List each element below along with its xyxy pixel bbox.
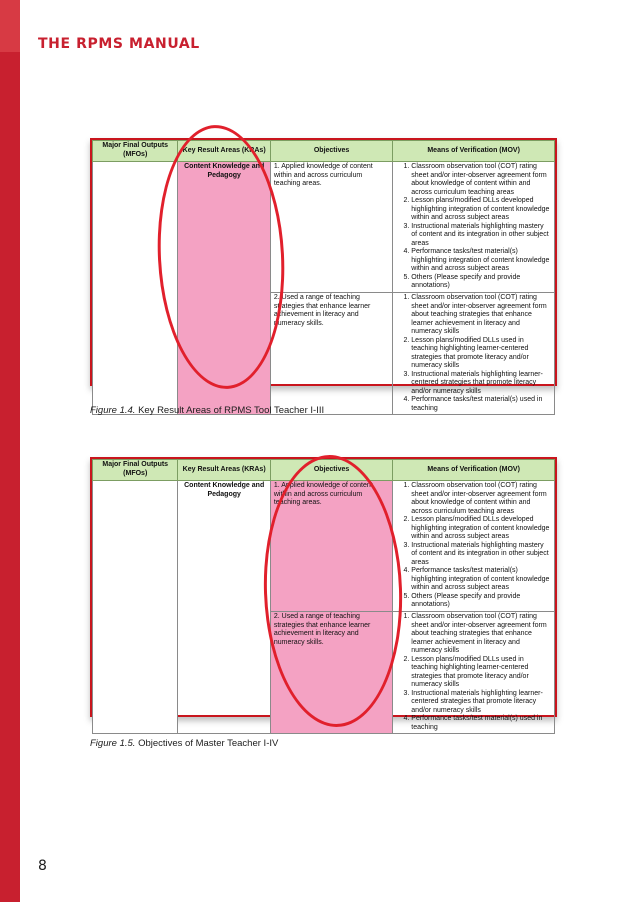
- table-header-row: [93, 460, 555, 481]
- table-row: [93, 162, 555, 293]
- header-mfo: Major Final Outputs (MFOs): [93, 460, 178, 481]
- figure-label: Figure 1.5.: [90, 738, 136, 749]
- rpms-table: [92, 140, 555, 415]
- header-mov: Means of Verification (MOV): [393, 141, 555, 162]
- objective-cell-2: 2. Used a range of teaching strategies that enhance learner achievement in literacy and numeracy skills.: [270, 611, 392, 733]
- header-kra: Key Result Areas (KRAs): [178, 460, 270, 481]
- mov-item: 1. Classroom observation tool (COT) rating sheet and/or inter-observer agreement form about teaching strategies that enhance learner achievement in literacy and numeracy skills: [411, 294, 551, 337]
- mov-item: 5. Others (Please specify and provide annotations): [411, 274, 551, 291]
- mov-item: 2. Lesson plans/modified DLLs developed highlighting integration of content knowledge within and across subject areas: [411, 516, 551, 542]
- mov-item: 2. Lesson plans/modified DLLs used in teaching highlighting learner-centered strategies that promote literacy and/or numeracy skills: [411, 656, 551, 690]
- kra-cell: Content Knowledge and Pedagogy: [178, 481, 270, 734]
- header-objectives: Objectives: [270, 460, 392, 481]
- figure-label: Figure 1.4.: [90, 405, 136, 416]
- mov-cell-1: [393, 481, 555, 612]
- mov-item: 4. Performance tasks/test material(s) highlighting integration of content knowledge within and across subject areas: [411, 567, 551, 593]
- header-mov: Means of Verification (MOV): [393, 460, 555, 481]
- mov-item: 3. Instructional materials highlighting mastery of content and its integration in other subject areas: [411, 223, 551, 249]
- mov-item: 4. Performance tasks/test material(s) highlighting integration of content knowledge within and across subject areas: [411, 248, 551, 274]
- figure-1-5-table-image: [90, 457, 557, 731]
- objective-cell-1: 1. Applied knowledge of content within and across curriculum teaching areas.: [270, 481, 392, 612]
- figure-1-5-caption: [90, 738, 278, 749]
- objective-cell-2: 2. Used a range of teaching strategies that enhance learner achievement in literacy and numeracy skills.: [270, 292, 392, 414]
- mov-item: 1. Classroom observation tool (COT) rating sheet and/or inter-observer agreement form about knowledge of content within and across curriculum teaching areas: [411, 163, 551, 197]
- objective-cell-1: 1. Applied knowledge of content within and across curriculum teaching areas.: [270, 162, 392, 293]
- header-mfo: Major Final Outputs (MFOs): [93, 141, 178, 162]
- left-accent-bar: [0, 0, 20, 902]
- header-kra: Key Result Areas (KRAs): [178, 141, 270, 162]
- mov-cell-2: [393, 611, 555, 733]
- mov-item: 1. Classroom observation tool (COT) rating sheet and/or inter-observer agreement form about knowledge of content within and across curriculum teaching areas: [411, 482, 551, 516]
- mov-cell-1: [393, 162, 555, 293]
- mfo-cell: [93, 481, 178, 734]
- figure-caption-text: Key Result Areas of RPMS Tool Teacher I-III: [138, 405, 325, 416]
- mfo-cell: [93, 162, 178, 415]
- mov-item: 2. Lesson plans/modified DLLs used in teaching highlighting learner-centered strategies that promote literacy and/or numeracy skills: [411, 337, 551, 371]
- top-accent-block: [0, 0, 20, 52]
- mov-item: 1. Classroom observation tool (COT) rating sheet and/or inter-observer agreement form about teaching strategies that enhance learner achievement in literacy and numeracy skills: [411, 613, 551, 656]
- mov-item: 3. Instructional materials highlighting mastery of content and its integration in other subject areas: [411, 542, 551, 568]
- mov-item: 2. Lesson plans/modified DLLs developed highlighting integration of content knowledge within and across subject areas: [411, 197, 551, 223]
- header-objectives: Objectives: [270, 141, 392, 162]
- mov-item: 3. Instructional materials highlighting learner-centered strategies that promote literacy and/or numeracy skills: [411, 371, 551, 397]
- table-row: [93, 481, 555, 612]
- manual-header-title: THE RPMS MANUAL: [38, 36, 200, 52]
- mov-item: 3. Instructional materials highlighting learner-centered strategies that promote literacy and/or numeracy skills: [411, 690, 551, 716]
- mov-item: 5. Others (Please specify and provide annotations): [411, 593, 551, 610]
- mov-item: 4. Performance tasks/test material(s) used in teaching: [411, 396, 551, 413]
- figure-caption-text: Objectives of Master Teacher I-IV: [138, 738, 279, 749]
- table-header-row: [93, 141, 555, 162]
- mov-cell-2: [393, 292, 555, 414]
- rpms-table: [92, 459, 555, 734]
- mov-item: 4. Performance tasks/test material(s) used in teaching: [411, 715, 551, 732]
- kra-cell: Content Knowledge and Pedagogy: [178, 162, 270, 415]
- page-number: 8: [38, 858, 47, 874]
- figure-1-4-caption: [90, 405, 324, 416]
